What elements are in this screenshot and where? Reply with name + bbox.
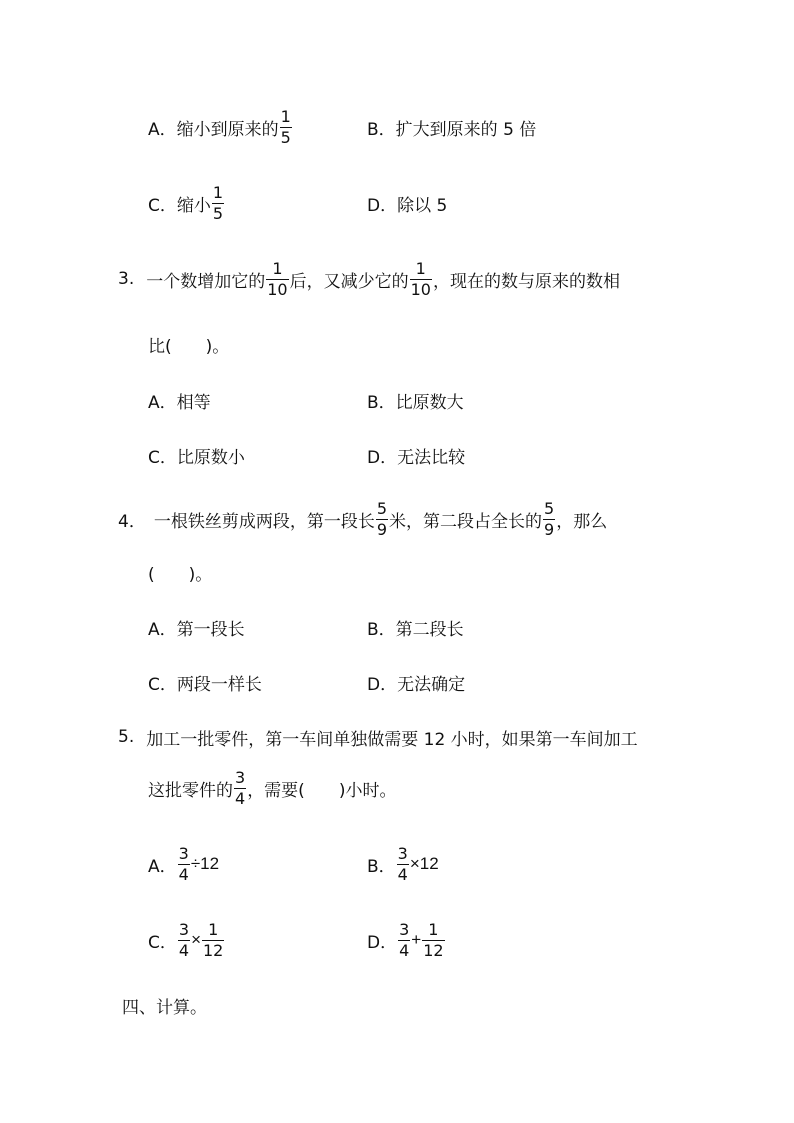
fraction: $\frac{5}{9}$	[544, 498, 555, 539]
question-number: 4．	[118, 511, 146, 532]
question-number: 3.	[118, 269, 135, 289]
q3-stem-line2: 比( )。	[148, 336, 230, 357]
q4-option-b[interactable]: B．第二段长	[367, 619, 464, 640]
fraction: $\frac{3}{4}$	[399, 919, 410, 960]
fraction: $\frac{1}{5}$	[212, 182, 224, 223]
fraction: $\frac{3}{4}$	[178, 843, 189, 884]
question-number: 5.	[118, 727, 135, 747]
q2-option-a[interactable]: A．缩小到原来的 $\frac{1}{5}$	[148, 106, 291, 147]
fraction: $\frac{5}{9}$	[376, 498, 388, 539]
fraction: $\frac{3}{4}$	[178, 919, 190, 960]
q4-option-d[interactable]: D．无法确定	[367, 674, 466, 695]
q3-option-c[interactable]: C．比原数小	[148, 447, 245, 468]
fraction: $\frac{1}{12}$	[203, 919, 224, 960]
fraction: $\frac{1}{5}$	[280, 106, 291, 147]
q5-option-d[interactable]: D． $\frac{3}{4}$ + $\frac{1}{12}$	[367, 919, 444, 960]
q5-option-b[interactable]: B． $\frac{3}{4}$ ×12	[367, 843, 439, 884]
q4-stem-line2: ( )。	[148, 564, 213, 585]
q3-option-a[interactable]: A．相等	[148, 392, 211, 413]
section-heading: 四、计算。	[122, 997, 207, 1018]
fraction: $\frac{1}{12}$	[423, 919, 444, 960]
q5-option-c[interactable]: C． $\frac{3}{4}$ × $\frac{1}{12}$	[148, 919, 224, 960]
fraction: $\frac{3}{4}$	[397, 843, 408, 884]
q2-option-b[interactable]: B．扩大到原来的 5 倍	[367, 119, 537, 140]
fraction: $\frac{3}{4}$	[235, 767, 246, 808]
q5-stem-line2: 这批零件的 $\frac{3}{4}$ ，需要( )小时。	[148, 767, 397, 808]
q4-option-a[interactable]: A．第一段长	[148, 619, 245, 640]
q3-stem-line1: 3. 一个数增加它的 $\frac{1}{10}$ 后，又减少它的 $\frac{1}{10}$ ，现在的数与原来的数相	[118, 258, 620, 299]
q3-option-b[interactable]: B．比原数大	[367, 392, 464, 413]
q2-option-d[interactable]: D．除以 5	[367, 195, 448, 216]
q2-option-c[interactable]: C．缩小 $\frac{1}{5}$	[148, 182, 224, 223]
q3-option-d[interactable]: D．无法比较	[367, 447, 466, 468]
fraction: $\frac{1}{10}$	[267, 258, 288, 299]
q5-stem-line1: 5. 加工一批零件，第一车间单独做需要 12 小时，如果第一车间加工	[118, 727, 638, 750]
q4-option-c[interactable]: C．两段一样长	[148, 674, 262, 695]
q4-stem-line1: 4． 一根铁丝剪成两段，第一段长 $\frac{5}{9}$ 米，第二段占全长的 $\frac{5}{9}$ ，那么	[118, 498, 608, 539]
q5-option-a[interactable]: A． $\frac{3}{4}$ ÷12	[148, 843, 220, 884]
fraction: $\frac{1}{10}$	[410, 258, 431, 299]
